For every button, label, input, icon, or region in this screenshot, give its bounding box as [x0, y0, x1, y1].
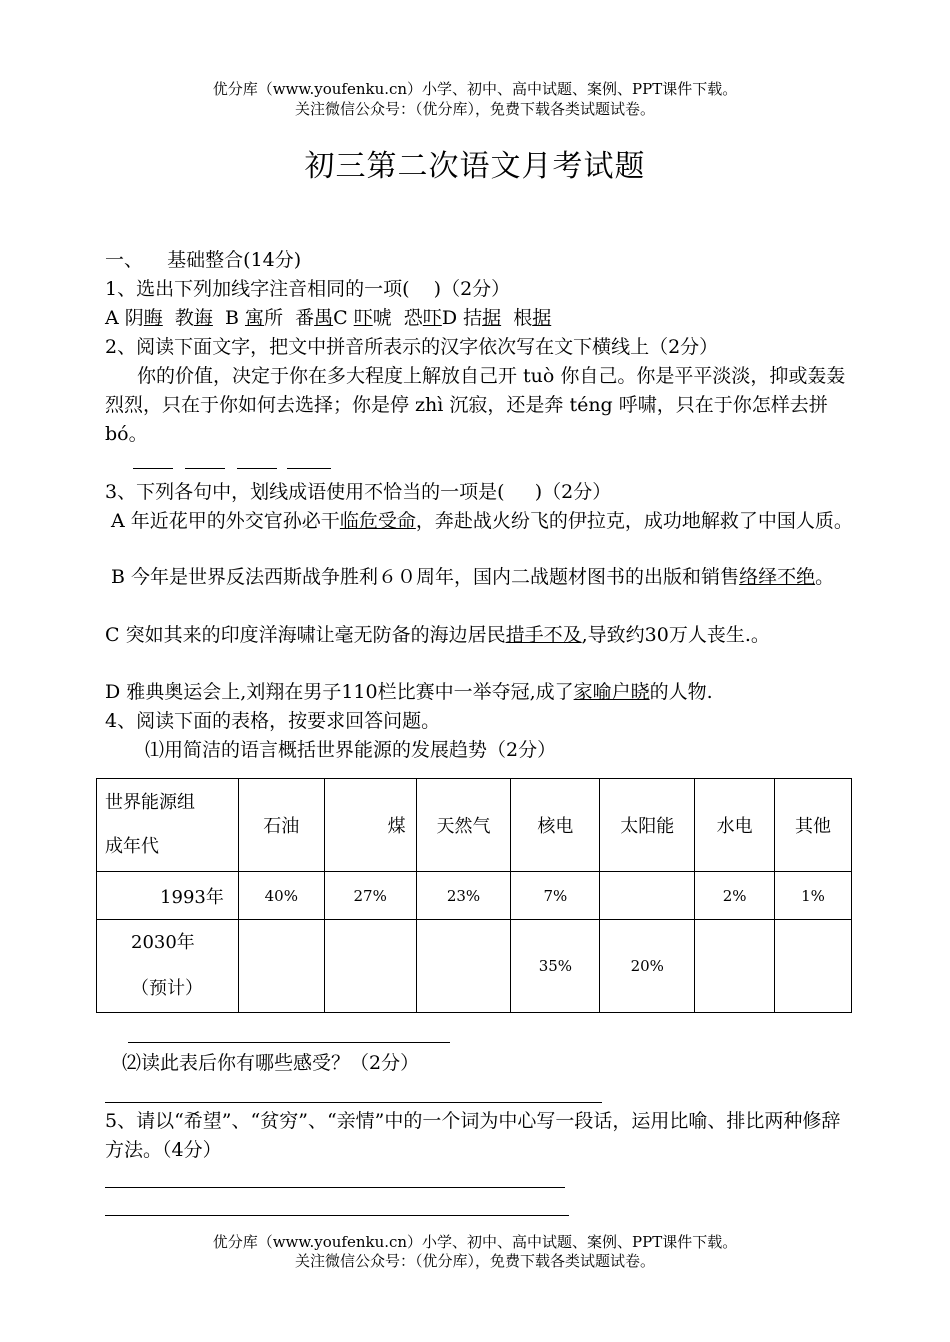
- header-line-1: 优分库（www.youfenku.cn）小学、初中、高中试题、案例、PPT课件下载。: [212, 80, 738, 98]
- q5-answer-line-1[interactable]: [105, 1187, 565, 1188]
- table-row: [97, 920, 852, 1013]
- q1-options: A 阴晦 教诲 B 寓所 番禺C 吓唬 恐吓D 拮据 根据: [105, 307, 552, 329]
- q4-sub1: ⑴用简洁的语言概括世界能源的发展趋势（2分）: [145, 739, 557, 761]
- col-header: 煤: [324, 779, 416, 872]
- q3-option-d: D 雅典奥运会上,刘翔在男子110栏比赛中一举夺冠,成了家喻户晓的人物.: [105, 681, 713, 703]
- q5-answer-line-2[interactable]: [105, 1215, 569, 1216]
- col-header: 其他: [775, 779, 852, 872]
- page-title: 初三第二次语文月考试题: [304, 149, 646, 184]
- table-cell: [238, 920, 324, 1013]
- q4-sub2-answer-line[interactable]: [105, 1102, 602, 1103]
- table-corner-cell: 世界能源组 成年代: [97, 779, 239, 872]
- energy-table: [96, 778, 852, 1013]
- col-header: 核电: [511, 779, 600, 872]
- q3-option-c: C 突如其来的印度洋海啸让毫无防备的海边居民措手不及,导致约30万人丧生.。: [105, 624, 770, 646]
- col-header: 太阳能: [600, 779, 695, 872]
- table-cell: 23%: [416, 872, 511, 920]
- table-cell: [324, 920, 416, 1013]
- table-cell: 40%: [238, 872, 324, 920]
- table-row: [97, 872, 852, 920]
- table-cell: 20%: [600, 920, 695, 1013]
- q2-passage: 你的价值，决定于你在多大程度上解放自己开 tuò 你自己。你是平平淡淡，抑或轰轰烈烈，只在于你如何去选择；你是停 zhì 沉寂，还是奔 téng 呼啸，只在于你怎样去拼 bó。: [105, 365, 846, 445]
- header-line-2: 关注微信公众号：（优分库），免费下载各类试题试卷。: [294, 100, 655, 118]
- q4-stem: 4、阅读下面的表格，按要求回答问题。: [105, 710, 441, 732]
- table-cell: 35%: [511, 920, 600, 1013]
- section-heading: 一、 基础整合(14分): [105, 249, 302, 271]
- col-header: 水电: [695, 779, 775, 872]
- table-cell: 2%: [695, 872, 775, 920]
- footer-line-2: 关注微信公众号：（优分库），免费下载各类试题试卷。: [294, 1252, 655, 1270]
- col-header: 天然气: [416, 779, 511, 872]
- table-cell: [600, 872, 695, 920]
- footer-line-1: 优分库（www.youfenku.cn）小学、初中、高中试题、案例、PPT课件下载。: [212, 1233, 738, 1251]
- table-header-row: [97, 779, 852, 872]
- q3-option-a: A 年近花甲的外交官孙必干临危受命，奔赴战火纷飞的伊拉克，成功地解救了中国人质。: [105, 510, 853, 532]
- q4-sub1-answer-line[interactable]: [128, 1042, 450, 1043]
- q2-answer-blanks[interactable]: [133, 450, 331, 473]
- table-cell: [416, 920, 511, 1013]
- q2-stem: 2、阅读下面文字，把文中拼音所表示的汉字依次写在文下横线上（2分）: [105, 336, 719, 358]
- col-header: 石油: [238, 779, 324, 872]
- q4-sub2: ⑵读此表后你有哪些感受？（2分）: [122, 1052, 420, 1074]
- row-year: 1993年: [97, 872, 239, 920]
- row-year: 2030年 （预计）: [97, 920, 239, 1013]
- table-cell: 1%: [775, 872, 852, 920]
- table-cell: 7%: [511, 872, 600, 920]
- q1-stem: 1、选出下列加线字注音相同的一项( )（2分）: [105, 278, 511, 300]
- q3-option-b: B 今年是世界反法西斯战争胜利６０周年，国内二战题材图书的出版和销售络绎不绝。: [105, 566, 835, 588]
- q5-stem: 5、请以“希望”、“贫穷”、“亲情”中的一个词为中心写一段话，运用比喻、排比两种修辞方法。（4分）: [105, 1110, 841, 1161]
- q3-stem: 3、下列各句中，划线成语使用不恰当的一项是( )（2分）: [105, 481, 612, 503]
- table-cell: 27%: [324, 872, 416, 920]
- table-cell: [695, 920, 775, 1013]
- table-cell: [775, 920, 852, 1013]
